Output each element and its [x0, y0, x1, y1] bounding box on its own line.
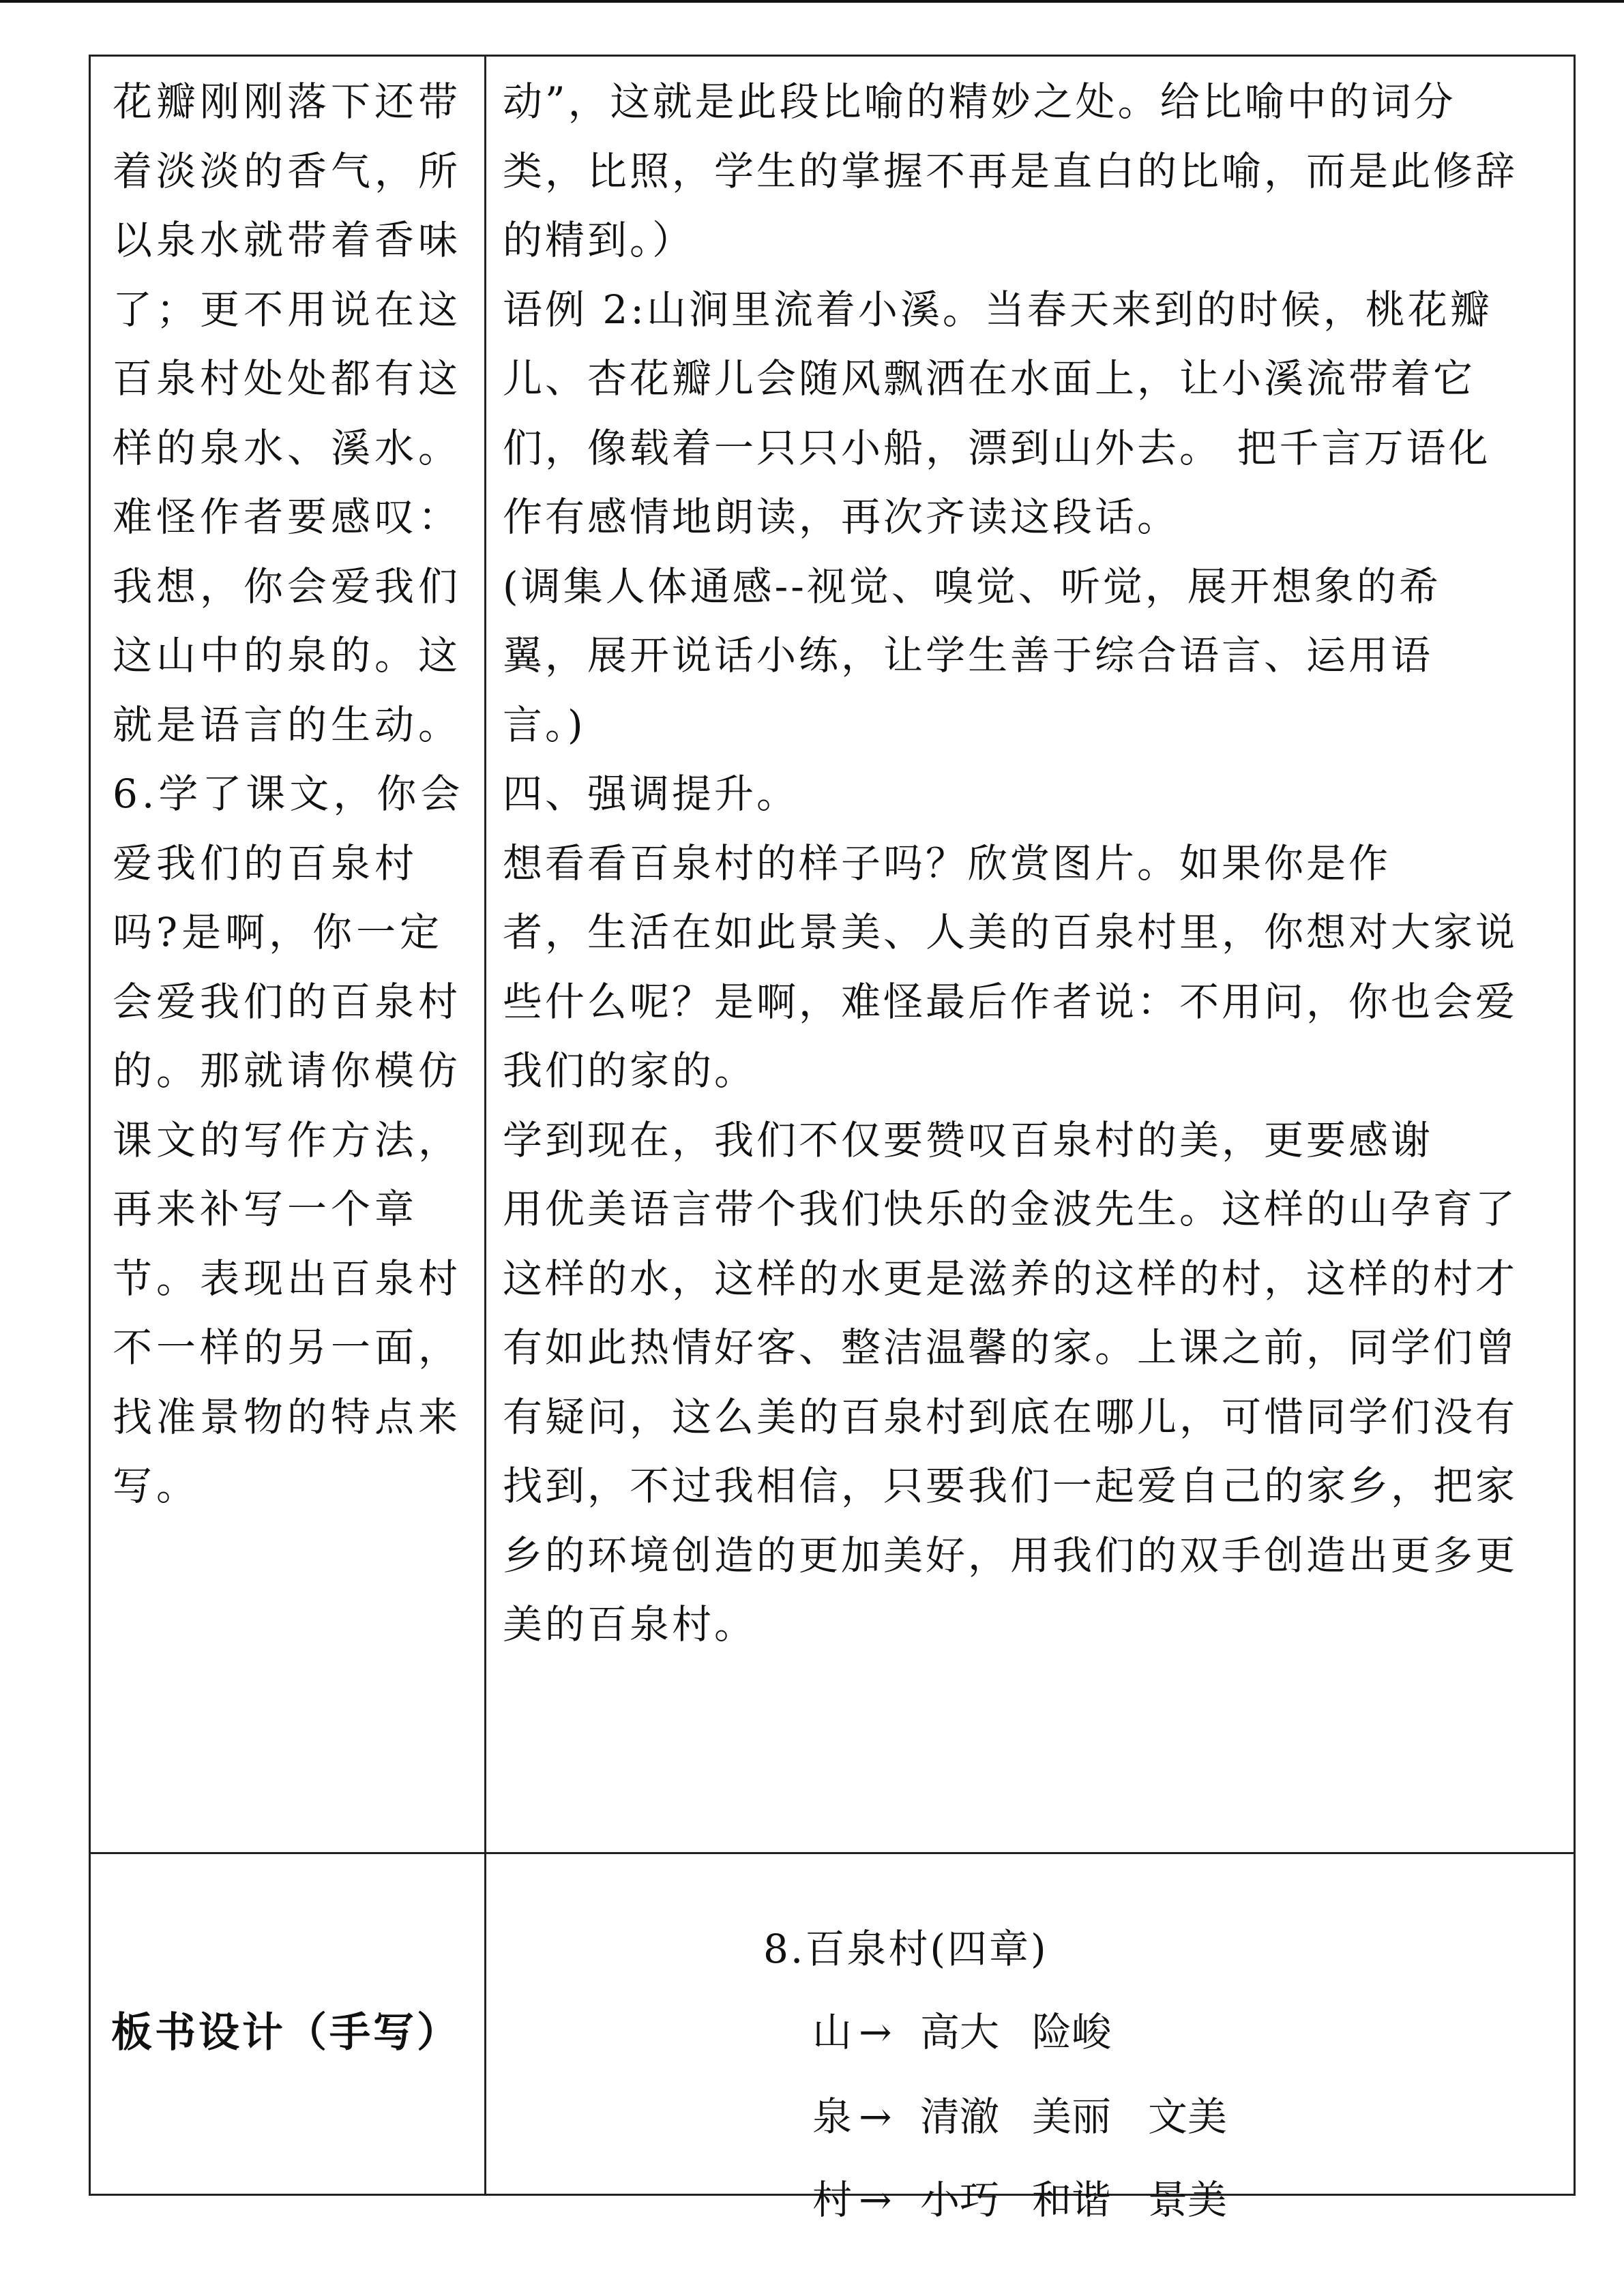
text-line: 有疑问，这么美的百泉村到底在哪儿，可惜同学们没有 — [503, 1393, 1518, 1440]
board-design-label: 板书设计（手写） — [111, 2009, 460, 2057]
text-line: 的精到。） — [503, 217, 695, 263]
text-line: 百泉村处处都有这 — [113, 355, 462, 402]
text-line: (调集人体通感--视觉、嗅觉、听觉，展开想象的希 — [503, 563, 1441, 610]
board-term: 景美 — [1148, 2177, 1228, 2223]
text-line: 美的百泉村。 — [503, 1601, 757, 1648]
text-line: 爱我们的百泉村 — [113, 839, 419, 886]
board-term: 高大 — [920, 2009, 1000, 2055]
text-line: 想看看百泉村的样子吗？欣赏图片。如果你是作 — [503, 839, 1391, 886]
text-line: 以泉水就带着香味 — [113, 217, 462, 263]
text-line: 乡的环境创造的更加美好，用我们的双手创造出更多更 — [503, 1532, 1518, 1579]
board-term: 美丽 — [1032, 2093, 1112, 2140]
text-line: 我想，你会爱我们 — [113, 563, 462, 610]
section-heading: 四、强调提升。 — [503, 771, 799, 817]
text-line: 类，比照，学生的掌握不再是直白的比喻，而是此修辞 — [503, 147, 1518, 194]
text-line: 动”，这就是此段比喻的精妙之处。给比喻中的词分 — [503, 78, 1456, 125]
text-line: 这山中的泉的。这 — [113, 632, 462, 679]
lesson-plan-table — [89, 55, 1576, 2223]
arrow-right-icon: → — [859, 2093, 892, 2140]
text-line: 6.学了课文，你会 — [113, 771, 464, 817]
board-term: 和谐 — [1032, 2177, 1112, 2223]
board-title: 8.百泉村(四章) — [763, 1926, 1048, 1972]
text-line: 这样的水，这样的水更是滋养的这样的村，这样的村才 — [503, 1255, 1518, 1302]
text-line: 课文的写作方法， — [113, 1116, 462, 1163]
board-row-key: 泉 — [812, 2093, 853, 2140]
text-line: 着淡淡的香气，所 — [113, 147, 462, 194]
text-line: 儿、杏花瓣儿会随风飘洒在水面上，让小溪流带着它 — [503, 355, 1476, 402]
text-line: 找准景物的特点来 — [113, 1393, 462, 1440]
text-line: 我们的家的。 — [503, 1047, 757, 1094]
text-line: 写。 — [113, 1463, 201, 1509]
text-line: 作有感情地朗读，再次齐读这段话。 — [503, 494, 1180, 540]
text-line: 花瓣刚刚落下还带 — [113, 78, 462, 125]
text-line: 样的泉水、溪水。 — [113, 424, 462, 471]
board-term: 文美 — [1148, 2093, 1228, 2140]
text-line: 了；更不用说在这 — [113, 286, 462, 333]
board-row-village — [812, 2168, 1227, 2225]
board-row-mountain — [812, 2000, 1148, 2057]
text-line: 者，生活在如此景美、人美的百泉村里，你想对大家说 — [503, 909, 1518, 955]
text-line: 学到现在，我们不仅要赞叹百泉村的美，更要感谢 — [503, 1116, 1434, 1163]
board-row-spring — [812, 2085, 1227, 2142]
text-line: 就是语言的生动。 — [113, 701, 462, 748]
board-term: 险峻 — [1032, 2009, 1112, 2055]
board-design — [486, 1854, 1576, 2223]
text-line: 找到，不过我相信，只要我们一起爱自己的家乡，把家 — [503, 1463, 1518, 1509]
text-line: 再来补写一个章 — [113, 1186, 419, 1232]
text-line: 言。) — [503, 701, 586, 748]
arrow-right-icon: → — [859, 2009, 892, 2055]
board-term: 清澈 — [920, 2093, 1000, 2140]
right-column-text — [503, 68, 1567, 1660]
text-line: 用优美语言带个我们快乐的金波先生。这样的山孕育了 — [503, 1186, 1518, 1232]
text-line: 会爱我们的百泉村 — [113, 978, 462, 1025]
board-row-key: 村 — [812, 2177, 853, 2223]
text-line: 吗?是啊，你一定 — [113, 909, 444, 955]
text-line: 节。表现出百泉村 — [113, 1255, 462, 1302]
text-line: 们，像载着一只只小船，漂到山外去。 把千言万语化 — [503, 424, 1491, 471]
board-row-key: 山 — [812, 2009, 853, 2055]
top-rule — [0, 0, 1624, 3]
text-line: 不一样的另一面， — [113, 1324, 462, 1371]
board-term: 小巧 — [920, 2177, 1000, 2223]
text-line: 翼，展开说话小练，让学生善于综合语言、运用语 — [503, 632, 1434, 679]
left-column-text — [113, 68, 467, 1521]
text-line: 难怪作者要感叹： — [113, 494, 462, 540]
text-line: 有如此热情好客、整洁温馨的家。上课之前，同学们曾 — [503, 1324, 1518, 1371]
text-line: 的。那就请你模仿 — [113, 1047, 462, 1094]
text-line: 些什么呢？是啊，难怪最后作者说：不用问，你也会爱 — [503, 978, 1518, 1025]
text-line: 语例 2:山涧里流着小溪。当春天来到的时候，桃花瓣 — [503, 286, 1492, 333]
arrow-right-icon: → — [859, 2177, 892, 2223]
